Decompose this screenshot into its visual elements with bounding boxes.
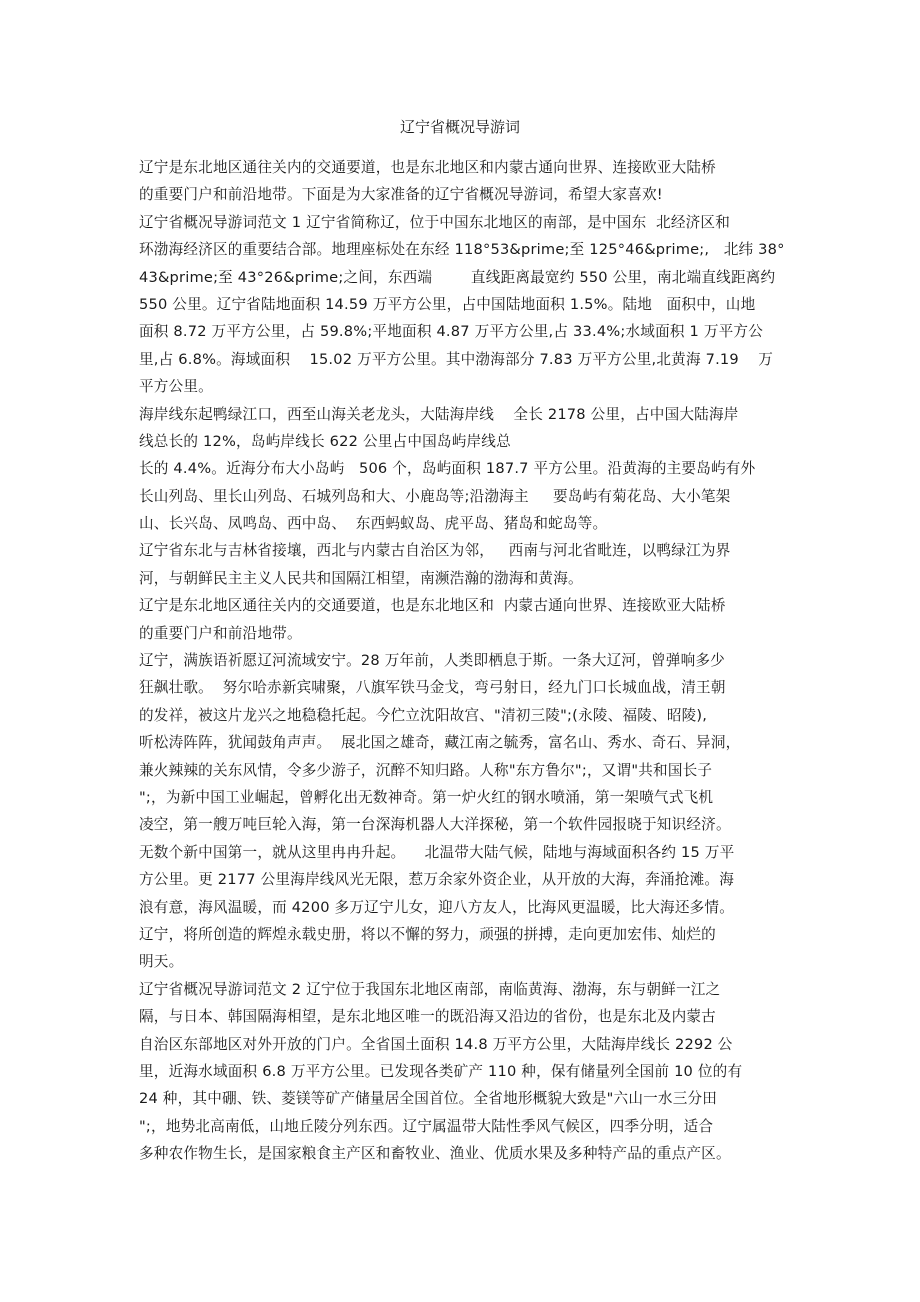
text-line: 辽宁省东北与吉林省接壤，西北与内蒙古自治区为邻， 西南与河北省毗连，以鸭绿江为界 — [139, 542, 731, 560]
text-line: 里,占 6.8%。海域面积 15.02 万平方公里。其中渤海部分 7.83 万平方公里,北黄海 7.19 万 — [139, 350, 774, 368]
text-line: 550 公里。辽宁省陆地面积 14.59 万平方公里，占中国陆地面积 1.5%。陆地 面积中，山地 — [139, 295, 756, 313]
text-line: ";，地势北高南低，山地丘陵分列东西。辽宁属温带大陆性季风气候区，四季分明，适合 — [139, 1117, 714, 1135]
text-line: 辽宁是东北地区通往关内的交通要道，也是东北地区和 内蒙古通向世界、连接欧亚大陆桥 — [139, 597, 726, 615]
text-line: 的发祥，被这片龙兴之地稳稳托起。今伫立沈阳故宫、"清初三陵";(永陵、福陵、昭陵), — [139, 706, 708, 724]
text-line: 辽宁省概况导游词范文 2 辽宁位于我国东北地区南部，南临黄海、渤海，东与朝鲜一江之 — [139, 980, 721, 998]
text-line: 多种农作物生长，是国家粮食主产区和畜牧业、渔业、优质水果及多种特产品的重点产区。 — [139, 1145, 731, 1163]
document-title: 辽宁省概况导游词 — [399, 118, 520, 136]
text-line: 山、长兴岛、凤鸣岛、西中岛、 东西蚂蚁岛、虎平岛、猪岛和蛇岛等。 — [139, 515, 608, 533]
text-line: 长的 4.4%。近海分布大小岛屿 506 个，岛屿面积 187.7 平方公里。沿黄海的主要岛屿有外 — [139, 460, 756, 478]
text-line: 环渤海经济区的重要结合部。地理座标处在东经 118°53&prime;至 125°46&prime;, 北纬 38° — [139, 241, 785, 259]
text-line: 河，与朝鲜民主主义人民共和国隔江相望，南濒浩瀚的渤海和黄海。 — [139, 569, 583, 587]
text-line: 长山列岛、里长山列岛、石城列岛和大、小鹿岛等;沿渤海主 要岛屿有菊花岛、大小笔架 — [139, 487, 731, 505]
text-line: 自治区东部地区对外开放的门户。全省国土面积 14.8 万平方公里，大陆海岸线长 2292 公 — [139, 1035, 733, 1053]
text-line: 听松涛阵阵，犹闻鼓角声声。 展北国之雄奇，藏江南之毓秀，富名山、秀水、奇石、异洞， — [139, 734, 741, 752]
document-body — [139, 154, 799, 1167]
text-line: 辽宁省概况导游词范文 1 辽宁省简称辽，位于中国东北地区的南部，是中国东 北经济区和 — [139, 213, 731, 231]
text-line: 平方公里。 — [139, 378, 213, 396]
text-line: 线总长的 12%，岛屿岸线长 622 公里占中国岛屿岸线总 — [139, 432, 511, 450]
text-line: 隔，与日本、韩国隔海相望，是东北地区唯一的既沿海又沿边的省份，也是东北及内蒙古 — [139, 1008, 716, 1026]
text-line: 24 种，其中硼、铁、菱镁等矿产储量居全国首位。全省地形概貌大致是"六山一水三分田 — [139, 1090, 718, 1108]
text-line: 面积 8.72 万平方公里，占 59.8%;平地面积 4.87 万平方公里,占 33.4%;水域面积 1 万平方公 — [139, 323, 764, 341]
text-line: ";，为新中国工业崛起，曾孵化出无数神奇。第一炉火红的钢水喷涌，第一架喷气式飞机 — [139, 788, 714, 806]
text-line: 凌空，第一艘万吨巨轮入海，第一台深海机器人大洋探秘，第一个软件园报晓于知识经济。 — [139, 816, 731, 834]
text-line: 的重要门户和前沿地带。 — [139, 624, 302, 642]
text-line: 海岸线东起鸭绿江口，西至山海关老龙头，大陆海岸线 全长 2178 公里，占中国大陆海岸 — [139, 405, 739, 423]
text-line: 辽宁是东北地区通往关内的交通要道，也是东北地区和内蒙古通向世界、连接欧亚大陆桥 — [139, 159, 716, 176]
text-line: 里，近海水域面积 6.8 万平方公里。已发现各类矿产 110 种，保有储量列全国前 10 位的有 — [139, 1062, 743, 1080]
text-line: 浪有意，海风温暖，而 4200 多万辽宁儿女，迎八方友人，比海风更温暖，比大海还多情。 — [139, 898, 734, 916]
text-line: 辽宁，将所创造的辉煌永载史册，将以不懈的努力，顽强的拼搏，走向更加宏伟、灿烂的 — [139, 925, 716, 943]
text-line: 兼火辣辣的关东风情，令多少游子，沉醉不知归路。人称"东方鲁尔";，又谓"共和国长子 — [139, 761, 713, 779]
text-line: 明天。 — [139, 953, 184, 971]
text-line: 的重要门户和前沿地带。下面是为大家准备的辽宁省概况导游词，希望大家喜欢! — [139, 186, 663, 204]
text-line: 方公里。更 2177 公里海岸线风光无限，惹万余家外资企业，从开放的大海，奔涌抢滩。海 — [139, 871, 734, 889]
text-line: 辽宁，满族语祈愿辽河流域安宁。28 万年前，人类即栖息于斯。一条大辽河，曾弹响多少 — [139, 652, 725, 670]
text-line: 狂飙壮歌。 努尔哈赤新宾啸聚，八旗军铁马金戈，弯弓射日，经九门口长城血战，清王朝 — [139, 679, 726, 697]
text-line: 无数个新中国第一，就从这里冉冉升起。 北温带大陆气候，陆地与海域面积各约 15 万平 — [139, 843, 735, 861]
text-line: 43&prime;至 43°26&prime;之间，东西端 直线距离最宽约 550 公里，南北端直线距离约 — [139, 268, 776, 286]
